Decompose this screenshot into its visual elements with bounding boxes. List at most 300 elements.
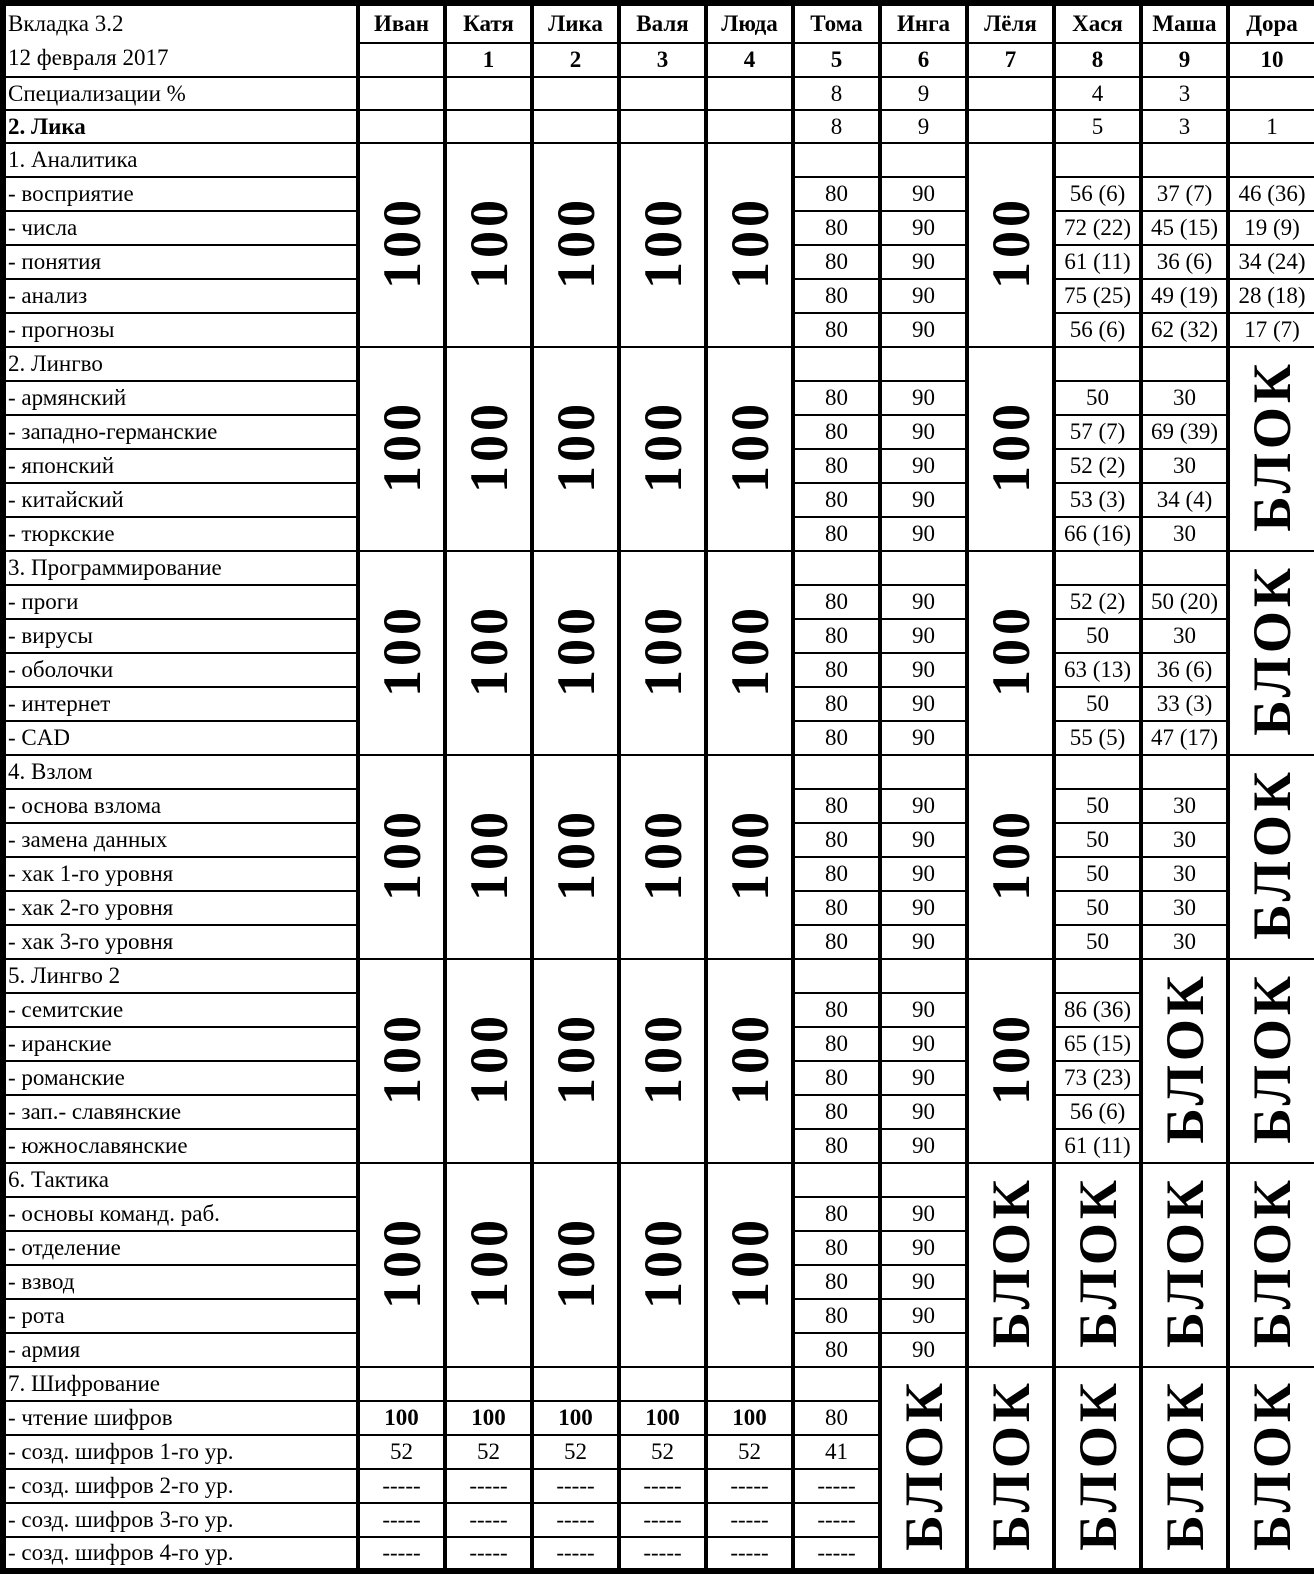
value-cell: ----- <box>706 1469 793 1503</box>
rotated-text: БЛОК <box>1242 564 1302 737</box>
value-cell: 90 <box>880 1197 967 1231</box>
merged-cell-hundred <box>967 551 1054 755</box>
row-label: - анализ <box>3 279 358 313</box>
spec-value-4 <box>706 77 793 110</box>
value-cell: 80 <box>793 925 880 959</box>
selected-value-6: 9 <box>880 110 967 143</box>
row-label: - замена данных <box>3 823 358 857</box>
rotated-text: БЛОК <box>1154 972 1215 1145</box>
value-cell: 80 <box>793 1265 880 1299</box>
sheet-info-cell <box>3 3 358 77</box>
value-cell <box>445 1367 532 1401</box>
col-header-1: Катя <box>445 3 532 43</box>
value-cell: 45 (15) <box>1141 211 1228 245</box>
selected-value-2 <box>532 110 619 143</box>
merged-cell-hundred <box>706 143 793 347</box>
merged-cell-hundred <box>706 347 793 551</box>
value-cell: 30 <box>1141 925 1228 959</box>
row-label: - иранские <box>3 1027 358 1061</box>
value-cell: 90 <box>880 1095 967 1129</box>
value-cell: 50 <box>1054 381 1141 415</box>
value-cell: 80 <box>793 177 880 211</box>
value-cell: ----- <box>706 1503 793 1537</box>
col-number-7: 7 <box>967 43 1054 77</box>
merged-cell-blok <box>1228 959 1314 1163</box>
merged-cell-hundred <box>358 347 445 551</box>
selected-row-label: 2. Лика <box>3 110 358 143</box>
rotated-text: 100 <box>371 807 432 901</box>
merged-cell-hundred <box>358 959 445 1163</box>
merged-cell-blok <box>1141 1163 1228 1367</box>
merged-cell-hundred <box>532 755 619 959</box>
value-cell: ----- <box>793 1469 880 1503</box>
row-label: - вирусы <box>3 619 358 653</box>
row-label: - числа <box>3 211 358 245</box>
value-cell <box>880 959 967 993</box>
row-label: - отделение <box>3 1231 358 1265</box>
rotated-text: 100 <box>371 195 432 289</box>
value-cell: 50 <box>1054 857 1141 891</box>
value-cell: 46 (36) <box>1228 177 1314 211</box>
merged-cell-hundred <box>532 959 619 1163</box>
row-label: - рота <box>3 1299 358 1333</box>
value-cell: 80 <box>793 993 880 1027</box>
row-label: - семитские <box>3 993 358 1027</box>
value-cell: 90 <box>880 823 967 857</box>
value-cell: 90 <box>880 585 967 619</box>
value-cell: ----- <box>793 1503 880 1537</box>
value-cell: 90 <box>880 687 967 721</box>
value-cell: 30 <box>1141 789 1228 823</box>
row-label: - основы команд. раб. <box>3 1197 358 1231</box>
value-cell: 52 (2) <box>1054 585 1141 619</box>
rotated-text: 100 <box>719 807 780 901</box>
value-cell: 72 (22) <box>1054 211 1141 245</box>
merged-cell-hundred <box>967 143 1054 347</box>
value-cell: 90 <box>880 925 967 959</box>
value-cell: 33 (3) <box>1141 687 1228 721</box>
spec-value-7 <box>967 77 1054 110</box>
col-number-9: 9 <box>1141 43 1228 77</box>
value-cell: 80 <box>793 687 880 721</box>
value-cell: 90 <box>880 415 967 449</box>
value-cell: 19 (9) <box>1228 211 1314 245</box>
rotated-text: 100 <box>719 1215 780 1309</box>
value-cell <box>1228 143 1314 177</box>
section-title: 3. Программирование <box>3 551 358 585</box>
value-cell: 86 (36) <box>1054 993 1141 1027</box>
value-cell <box>1054 755 1141 789</box>
value-cell: 80 <box>793 823 880 857</box>
value-cell: ----- <box>619 1503 706 1537</box>
row-label: - CAD <box>3 721 358 755</box>
row-label: - взвод <box>3 1265 358 1299</box>
merged-cell-hundred <box>619 959 706 1163</box>
value-cell: 61 (11) <box>1054 245 1141 279</box>
row-label: - оболочки <box>3 653 358 687</box>
value-cell <box>706 1367 793 1401</box>
row-label: - хак 2-го уровня <box>3 891 358 925</box>
value-cell <box>1054 347 1141 381</box>
value-cell: ----- <box>532 1537 619 1571</box>
row-label: - восприятие <box>3 177 358 211</box>
value-cell: 80 <box>793 585 880 619</box>
spec-value-1 <box>445 77 532 110</box>
value-cell: 55 (5) <box>1054 721 1141 755</box>
value-cell: 90 <box>880 483 967 517</box>
value-cell: 80 <box>793 891 880 925</box>
col-header-10: Дора <box>1228 3 1314 43</box>
rotated-text: 100 <box>545 195 606 289</box>
value-cell: 80 <box>793 211 880 245</box>
rotated-text: 100 <box>719 195 780 289</box>
value-cell: 90 <box>880 721 967 755</box>
value-cell: 90 <box>880 381 967 415</box>
spec-row-label: Специализации % <box>3 77 358 110</box>
value-cell: 56 (6) <box>1054 1095 1141 1129</box>
value-cell <box>880 755 967 789</box>
value-cell: 34 (24) <box>1228 245 1314 279</box>
value-cell: 50 (20) <box>1141 585 1228 619</box>
merged-cell-hundred <box>445 551 532 755</box>
col-number-3: 3 <box>619 43 706 77</box>
merged-cell-hundred <box>619 1163 706 1367</box>
value-cell: 34 (4) <box>1141 483 1228 517</box>
value-cell: 90 <box>880 1027 967 1061</box>
rotated-text: 100 <box>371 1215 432 1309</box>
value-cell: 80 <box>793 1129 880 1163</box>
value-cell: 80 <box>793 1401 880 1435</box>
spec-value-9: 3 <box>1141 77 1228 110</box>
merged-cell-hundred <box>445 143 532 347</box>
selected-value-1 <box>445 110 532 143</box>
value-cell <box>880 551 967 585</box>
rotated-text: 100 <box>632 603 693 697</box>
rotated-text: БЛОК <box>1067 1379 1128 1552</box>
merged-cell-hundred <box>445 959 532 1163</box>
value-cell: 80 <box>793 449 880 483</box>
value-cell: 56 (6) <box>1054 313 1141 347</box>
value-cell <box>1141 551 1228 585</box>
value-cell: 30 <box>1141 891 1228 925</box>
value-cell: 80 <box>793 1095 880 1129</box>
merged-cell-hundred <box>619 755 706 959</box>
merged-cell-hundred <box>358 551 445 755</box>
value-cell <box>880 347 967 381</box>
value-cell: 53 (3) <box>1054 483 1141 517</box>
value-cell: 36 (6) <box>1141 245 1228 279</box>
merged-cell-hundred <box>706 959 793 1163</box>
rotated-text: БЛОК <box>1242 768 1302 941</box>
row-label: - японский <box>3 449 358 483</box>
merged-cell-hundred <box>967 755 1054 959</box>
rotated-text: 100 <box>545 1011 606 1105</box>
value-cell: 50 <box>1054 687 1141 721</box>
value-cell <box>1054 143 1141 177</box>
spec-value-3 <box>619 77 706 110</box>
value-cell: 17 (7) <box>1228 313 1314 347</box>
merged-cell-hundred <box>445 755 532 959</box>
rotated-text: БЛОК <box>1067 1176 1128 1349</box>
value-cell: 90 <box>880 211 967 245</box>
merged-cell-blok <box>880 1367 967 1571</box>
row-label: - армия <box>3 1333 358 1367</box>
col-header-6: Инга <box>880 3 967 43</box>
merged-cell-blok <box>967 1163 1054 1367</box>
rotated-text: 100 <box>545 1215 606 1309</box>
rotated-text: 100 <box>980 399 1041 493</box>
row-label: - романские <box>3 1061 358 1095</box>
value-cell: ----- <box>358 1503 445 1537</box>
merged-cell-blok <box>1228 551 1314 755</box>
merged-cell-blok <box>1141 1367 1228 1571</box>
value-cell: 80 <box>793 721 880 755</box>
col-number-10: 10 <box>1228 43 1314 77</box>
rotated-text: 100 <box>458 807 519 901</box>
rotated-text: БЛОК <box>1242 360 1302 533</box>
row-label: - понятия <box>3 245 358 279</box>
merged-cell-hundred <box>532 347 619 551</box>
value-cell: 75 (25) <box>1054 279 1141 313</box>
merged-cell-hundred <box>619 551 706 755</box>
rotated-text: 100 <box>545 807 606 901</box>
value-cell: 52 (2) <box>1054 449 1141 483</box>
merged-cell-hundred <box>619 347 706 551</box>
spec-value-6: 9 <box>880 77 967 110</box>
row-label: - проги <box>3 585 358 619</box>
value-cell: 80 <box>793 857 880 891</box>
value-cell <box>532 1367 619 1401</box>
value-cell: 30 <box>1141 619 1228 653</box>
rotated-text: 100 <box>632 1011 693 1105</box>
row-label: - основа взлома <box>3 789 358 823</box>
value-cell: 80 <box>793 517 880 551</box>
value-cell: 90 <box>880 1061 967 1095</box>
merged-cell-hundred <box>358 143 445 347</box>
value-cell: 90 <box>880 1299 967 1333</box>
value-cell: 56 (6) <box>1054 177 1141 211</box>
value-cell: 80 <box>793 313 880 347</box>
col-number-4: 4 <box>706 43 793 77</box>
row-label: - армянский <box>3 381 358 415</box>
merged-cell-blok <box>1054 1367 1141 1571</box>
value-cell: 50 <box>1054 823 1141 857</box>
value-cell: 63 (13) <box>1054 653 1141 687</box>
merged-cell-blok <box>1228 755 1314 959</box>
value-cell: 100 <box>358 1401 445 1435</box>
rotated-text: 100 <box>632 807 693 901</box>
value-cell: 100 <box>445 1401 532 1435</box>
rotated-text: БЛОК <box>980 1379 1041 1552</box>
rotated-text: 100 <box>719 399 780 493</box>
section-title: 4. Взлом <box>3 755 358 789</box>
row-label: - созд. шифров 2-го ур. <box>3 1469 358 1503</box>
value-cell: ----- <box>445 1503 532 1537</box>
value-cell: 30 <box>1141 857 1228 891</box>
value-cell <box>1054 551 1141 585</box>
value-cell: 80 <box>793 1333 880 1367</box>
value-cell <box>1141 755 1228 789</box>
rotated-text: 100 <box>458 603 519 697</box>
row-label: - тюркские <box>3 517 358 551</box>
value-cell <box>1141 143 1228 177</box>
value-cell: 47 (17) <box>1141 721 1228 755</box>
spec-value-5: 8 <box>793 77 880 110</box>
rotated-text: 100 <box>371 399 432 493</box>
merged-cell-hundred <box>967 959 1054 1163</box>
rotated-text: БЛОК <box>1154 1379 1215 1552</box>
section-title: 2. Лингво <box>3 347 358 381</box>
row-label: - южнославянские <box>3 1129 358 1163</box>
sheet-date: 12 февраля 2017 <box>8 45 169 70</box>
col-number-0 <box>358 43 445 77</box>
value-cell <box>619 1367 706 1401</box>
value-cell: 100 <box>706 1401 793 1435</box>
value-cell: 80 <box>793 245 880 279</box>
value-cell: 52 <box>445 1435 532 1469</box>
row-label: - китайский <box>3 483 358 517</box>
row-label: - прогнозы <box>3 313 358 347</box>
spec-value-8: 4 <box>1054 77 1141 110</box>
merged-cell-hundred <box>967 347 1054 551</box>
merged-cell-hundred <box>445 1163 532 1367</box>
value-cell: ----- <box>532 1469 619 1503</box>
value-cell: 90 <box>880 653 967 687</box>
section-title: 1. Аналитика <box>3 143 358 177</box>
value-cell: 69 (39) <box>1141 415 1228 449</box>
row-label: - хак 3-го уровня <box>3 925 358 959</box>
rotated-text: 100 <box>632 399 693 493</box>
rotated-text: 100 <box>458 1011 519 1105</box>
rotated-text: 100 <box>980 195 1041 289</box>
value-cell <box>880 1163 967 1197</box>
value-cell: 65 (15) <box>1054 1027 1141 1061</box>
value-cell: ----- <box>793 1537 880 1571</box>
value-cell: ----- <box>445 1537 532 1571</box>
row-label: - чтение шифров <box>3 1401 358 1435</box>
value-cell: ----- <box>445 1469 532 1503</box>
rotated-text: 100 <box>719 1011 780 1105</box>
value-cell: 50 <box>1054 619 1141 653</box>
rotated-text: БЛОК <box>1242 1379 1302 1552</box>
value-cell: ----- <box>358 1469 445 1503</box>
value-cell: 50 <box>1054 789 1141 823</box>
rotated-text: БЛОК <box>980 1176 1041 1349</box>
row-label: - зап.- славянские <box>3 1095 358 1129</box>
value-cell: 30 <box>1141 517 1228 551</box>
value-cell <box>358 1367 445 1401</box>
value-cell: 80 <box>793 653 880 687</box>
value-cell: ----- <box>532 1503 619 1537</box>
rotated-text: 100 <box>545 399 606 493</box>
rotated-text: 100 <box>632 195 693 289</box>
value-cell: 30 <box>1141 449 1228 483</box>
value-cell <box>793 1163 880 1197</box>
value-cell: 73 (23) <box>1054 1061 1141 1095</box>
merged-cell-hundred <box>445 347 532 551</box>
section-title: 7. Шифрование <box>3 1367 358 1401</box>
value-cell: 90 <box>880 449 967 483</box>
value-cell: 28 (18) <box>1228 279 1314 313</box>
value-cell: 80 <box>793 789 880 823</box>
value-cell: 80 <box>793 1197 880 1231</box>
value-cell: 36 (6) <box>1141 653 1228 687</box>
col-header-9: Маша <box>1141 3 1228 43</box>
rotated-text: 100 <box>980 807 1041 901</box>
selected-value-4 <box>706 110 793 143</box>
spec-value-10 <box>1228 77 1314 110</box>
value-cell: 90 <box>880 279 967 313</box>
value-cell: 100 <box>532 1401 619 1435</box>
col-header-2: Лика <box>532 3 619 43</box>
value-cell <box>880 143 967 177</box>
rotated-text: 100 <box>458 399 519 493</box>
merged-cell-blok <box>1228 347 1314 551</box>
value-cell <box>1141 347 1228 381</box>
value-cell: 80 <box>793 619 880 653</box>
row-label: - интернет <box>3 687 358 721</box>
value-cell: 80 <box>793 1231 880 1265</box>
col-number-1: 1 <box>445 43 532 77</box>
value-cell: 90 <box>880 1231 967 1265</box>
value-cell: 80 <box>793 1299 880 1333</box>
value-cell: 61 (11) <box>1054 1129 1141 1163</box>
value-cell: 80 <box>793 415 880 449</box>
merged-cell-blok <box>1228 1163 1314 1367</box>
rotated-text: БЛОК <box>1154 1176 1215 1349</box>
rotated-text: 100 <box>719 603 780 697</box>
rotated-text: 100 <box>980 603 1041 697</box>
value-cell <box>793 755 880 789</box>
col-header-5: Тома <box>793 3 880 43</box>
value-cell: 90 <box>880 993 967 1027</box>
col-number-5: 5 <box>793 43 880 77</box>
value-cell: 62 (32) <box>1141 313 1228 347</box>
rotated-text: БЛОК <box>1242 1176 1302 1349</box>
value-cell: 41 <box>793 1435 880 1469</box>
value-cell: 90 <box>880 245 967 279</box>
merged-cell-hundred <box>358 1163 445 1367</box>
value-cell: 52 <box>358 1435 445 1469</box>
rotated-text: БЛОК <box>1242 972 1302 1145</box>
value-cell: 80 <box>793 1061 880 1095</box>
value-cell: 90 <box>880 619 967 653</box>
value-cell: ----- <box>358 1537 445 1571</box>
selected-value-7 <box>967 110 1054 143</box>
value-cell: 80 <box>793 483 880 517</box>
value-cell: 90 <box>880 1129 967 1163</box>
section-title: 5. Лингво 2 <box>3 959 358 993</box>
value-cell: 37 (7) <box>1141 177 1228 211</box>
value-cell: 90 <box>880 177 967 211</box>
col-header-7: Лёля <box>967 3 1054 43</box>
value-cell: 80 <box>793 1027 880 1061</box>
merged-cell-hundred <box>706 755 793 959</box>
merged-cell-hundred <box>358 755 445 959</box>
row-label: - хак 1-го уровня <box>3 857 358 891</box>
merged-cell-hundred <box>532 143 619 347</box>
selected-value-9: 3 <box>1141 110 1228 143</box>
col-number-2: 2 <box>532 43 619 77</box>
value-cell: 52 <box>619 1435 706 1469</box>
rotated-text: 100 <box>371 1011 432 1105</box>
merged-cell-hundred <box>532 1163 619 1367</box>
value-cell: 90 <box>880 1333 967 1367</box>
value-cell <box>793 347 880 381</box>
selected-value-8: 5 <box>1054 110 1141 143</box>
selected-value-10: 1 <box>1228 110 1314 143</box>
value-cell: 80 <box>793 279 880 313</box>
